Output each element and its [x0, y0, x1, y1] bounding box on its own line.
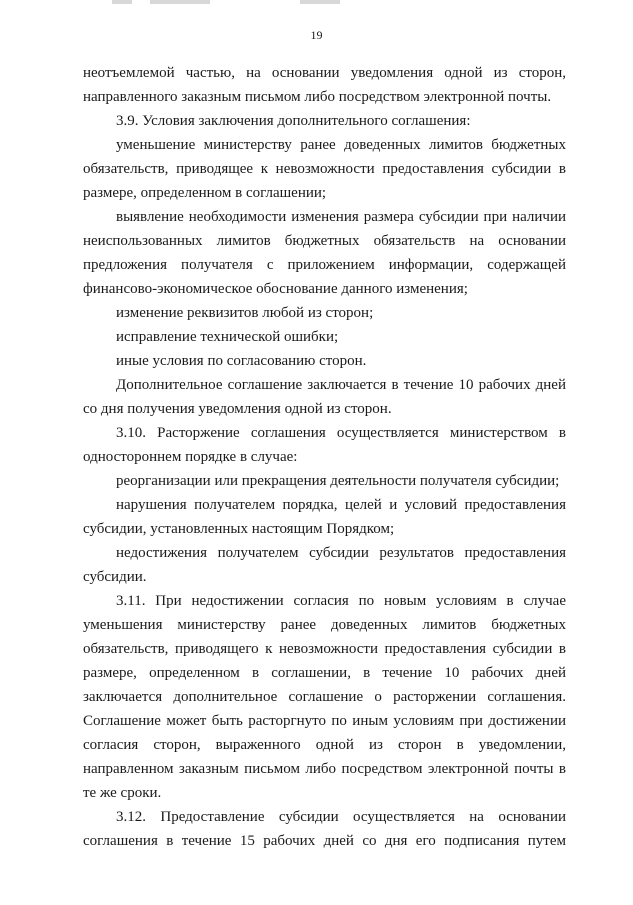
scan-artifact — [150, 0, 210, 4]
scan-artifact — [112, 0, 132, 4]
paragraph: уменьшение министерству ранее доведенных лимитов бюджетных обязательств, приводящее к невозможности предоставления субсидии в размере, определенном в соглашении; — [83, 137, 566, 201]
list-item: иные условия по согласованию сторон. — [116, 353, 367, 369]
paragraph: Дополнительное соглашение заключается в течение 10 рабочих дней со дня получения уведомления одной из сторон. — [83, 377, 566, 417]
paragraph: выявление необходимости изменения размера субсидии при наличии неиспользованных лимитов бюджетных обязательств на основании предложения получателя с приложением информации, содержащей финансово-экономическое обоснование данного изменения; — [83, 209, 566, 297]
page-number: 19 — [310, 28, 323, 42]
section-heading-3-9: 3.9. Условия заключения дополнительного соглашения: — [116, 113, 471, 129]
list-item: недостижения получателем субсидии результатов предоставления субсидии. — [83, 545, 566, 585]
document-body — [83, 61, 566, 853]
list-item: реорганизации или прекращения деятельности получателя субсидии; — [116, 473, 560, 489]
list-item: изменение реквизитов любой из сторон; — [116, 305, 374, 321]
section-3-11: 3.11. При недостижении согласия по новым условиям в случае уменьшения министерству ранее доведенных лимитов бюджетных обязательств, приводящего к невозможности предоставления субсидии в размере, определенном в соглашении, в течение 10 рабочих дней заключается дополнительное соглашение о расторжении соглашения. Соглашение может быть расторгнуто по иным условиям при достижении согласия сторон, выраженного одной из сторон в уведомлении, направленном заказным письмом либо посредством электронной почты в те же сроки. — [83, 593, 566, 801]
scan-artifact — [300, 0, 340, 4]
section-3-12: 3.12. Предоставление субсидии осуществляется на основании соглашения в течение 15 рабочих дней со дня его подписания путем — [83, 809, 566, 849]
list-item: нарушения получателем порядка, целей и условий предоставления субсидии, установленных настоящим Порядком; — [83, 497, 566, 537]
section-3-10: 3.10. Расторжение соглашения осуществляется министерством в одностороннем порядке в случае: — [83, 425, 566, 465]
paragraph: неотъемлемой частью, на основании уведомления одной из сторон, направленного заказным письмом либо посредством электронной почты. — [83, 65, 566, 105]
list-item: исправление технической ошибки; — [116, 329, 339, 345]
